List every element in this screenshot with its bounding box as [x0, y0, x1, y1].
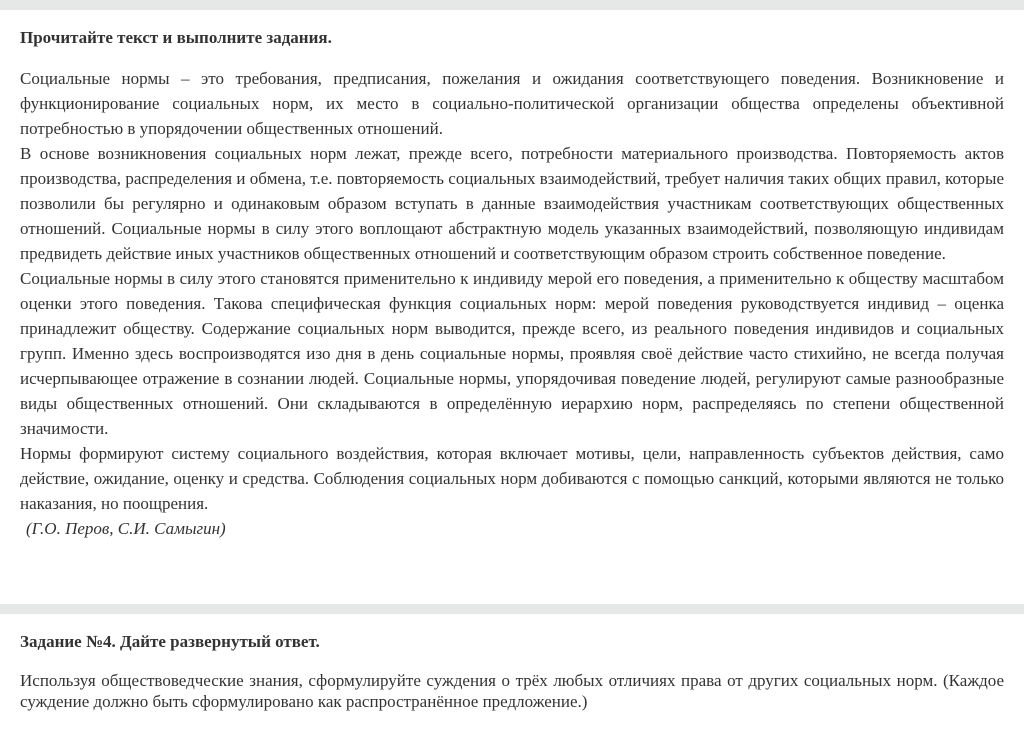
task-text: Используя обществоведческие знания, сформулируйте суждения о трёх любых отличиях права от других социальных норм. (Каждое суждение должно быть сформулировано как распространённое предложение.)	[20, 671, 1004, 711]
task-heading: Задание №4. Дайте развернутый ответ.	[20, 632, 320, 651]
reading-paragraph-4: Нормы формируют систему социального воздействия, которая включает мотивы, цели, направленность субъектов действия, само действие, ожидание, оценку и средства. Соблюдения социальных норм добиваются с помощью санкций, которыми являются не только наказания, но поощрения.	[20, 444, 1004, 513]
reading-paragraph-1: Социальные нормы – это требования, предписания, пожелания и ожидания соответствующего поведения. Возникновение и функционирование социальных норм, их место в социально-политической организации общества определены объективной потребностью в упорядочении общественных отношений.	[20, 69, 1004, 138]
reading-author: (Г.О. Перов, С.И. Самыгин)	[26, 519, 226, 538]
reading-paragraph-2: В основе возникновения социальных норм лежат, прежде всего, потребности материального производства. Повторяемость актов производства, распределения и обмена, т.е. повторяемость социальных взаимодействий, требует наличия таких общих правил, которые позволили бы регулярно и одинаковым образом вступать в данные взаимодействия участникам соответствующих общественных отношений. Социальные нормы в силу этого воплощают абстрактную модель указанных взаимодействий, позволяющую индивидам предвидеть действие иных участников общественных отношений и соответствующим образом строить собственное поведение.	[20, 144, 1004, 263]
reading-paragraph-3: Социальные нормы в силу этого становятся применительно к индивиду мерой его поведения, а применительно к обществу масштабом оценки этого поведения. Такова специфическая функция социальных норм: мерой поведения руководствуется индивид – оценка принадлежит обществу. Содержание социальных норм выводится, прежде всего, из реального поведения индивидов и социальных групп. Именно здесь воспроизводятся изо дня в день социальные нормы, проявляя своё действие часто стихийно, не всегда получая исчерпывающее отражение в сознании людей. Социальные нормы, упорядочивая поведение людей, регулируют самые разнообразные виды общественных отношений. Они складываются в определённую иерархию норм, распределяясь по степени общественной значимости.	[20, 269, 1004, 438]
task-card	[0, 614, 1024, 745]
reading-text-card	[0, 10, 1024, 604]
reading-heading: Прочитайте текст и выполните задания.	[20, 28, 332, 47]
